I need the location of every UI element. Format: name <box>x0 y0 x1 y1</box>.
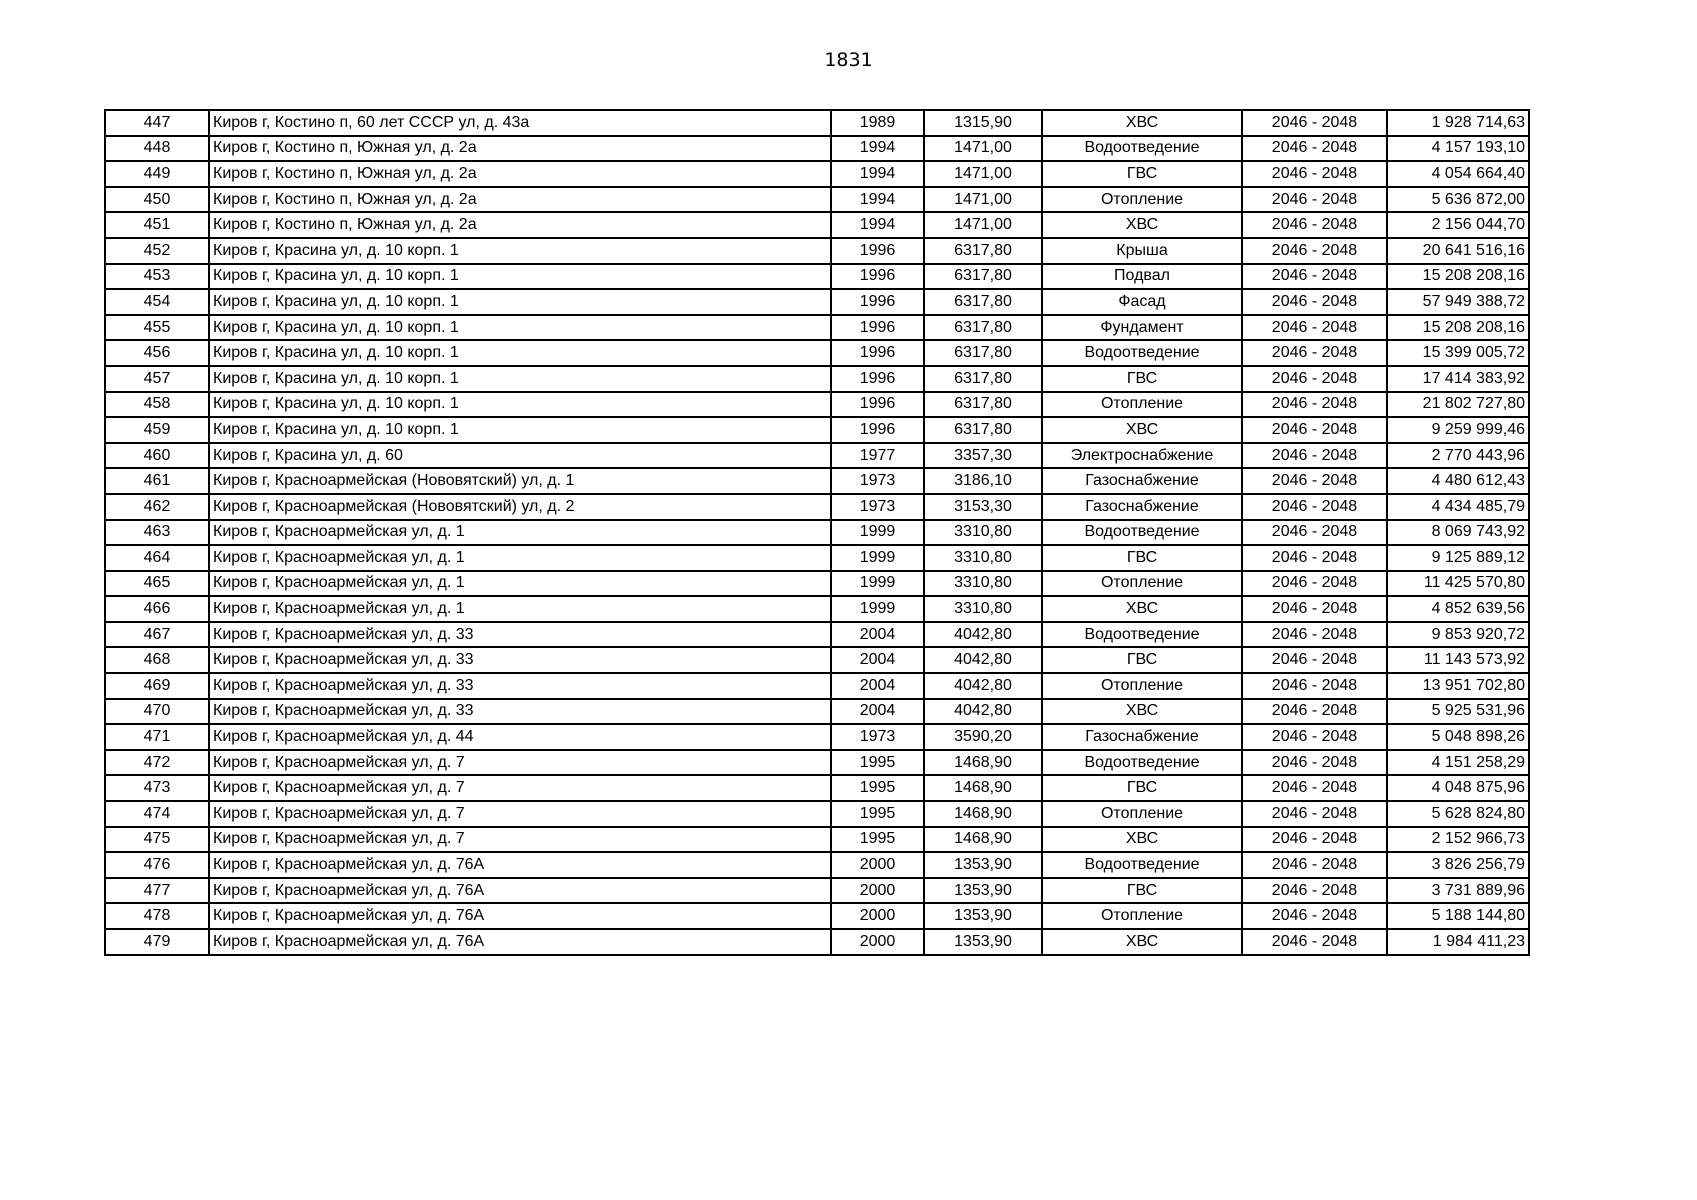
cost-cell: 5 628 824,80 <box>1387 801 1529 827</box>
cost-cell: 9 125 889,12 <box>1387 545 1529 571</box>
table-row <box>105 468 1529 494</box>
area-cell: 4042,80 <box>924 647 1042 673</box>
table-row <box>105 622 1529 648</box>
cost-cell: 1 928 714,63 <box>1387 110 1529 136</box>
area-cell: 1471,00 <box>924 187 1042 213</box>
page-number: 1831 <box>824 49 873 71</box>
year-cell: 1996 <box>831 264 924 290</box>
area-cell: 4042,80 <box>924 673 1042 699</box>
period-cell: 2046 - 2048 <box>1242 161 1387 187</box>
table-row <box>105 801 1529 827</box>
year-cell: 2004 <box>831 647 924 673</box>
address-cell: Киров г, Костино п, Южная ул, д. 2а <box>209 161 831 187</box>
row-number-cell: 453 <box>105 264 209 290</box>
row-number-cell: 468 <box>105 647 209 673</box>
year-cell: 1999 <box>831 520 924 546</box>
address-cell: Киров г, Красноармейская ул, д. 1 <box>209 520 831 546</box>
cost-cell: 5 925 531,96 <box>1387 699 1529 725</box>
area-cell: 1471,00 <box>924 161 1042 187</box>
work-type-cell: ГВС <box>1042 161 1242 187</box>
address-cell: Киров г, Красноармейская ул, д. 1 <box>209 545 831 571</box>
area-cell: 6317,80 <box>924 366 1042 392</box>
row-number-cell: 459 <box>105 417 209 443</box>
address-cell: Киров г, Красноармейская ул, д. 76А <box>209 903 831 929</box>
year-cell: 2000 <box>831 903 924 929</box>
work-type-cell: ГВС <box>1042 775 1242 801</box>
table-row <box>105 187 1529 213</box>
cost-cell: 4 480 612,43 <box>1387 468 1529 494</box>
area-cell: 3310,80 <box>924 571 1042 597</box>
work-type-cell: ГВС <box>1042 878 1242 904</box>
table-row <box>105 571 1529 597</box>
year-cell: 1994 <box>831 161 924 187</box>
cost-cell: 11 425 570,80 <box>1387 571 1529 597</box>
address-cell: Киров г, Красноармейская ул, д. 7 <box>209 801 831 827</box>
address-cell: Киров г, Красина ул, д. 10 корп. 1 <box>209 315 831 341</box>
row-number-cell: 477 <box>105 878 209 904</box>
area-cell: 1353,90 <box>924 852 1042 878</box>
area-cell: 1468,90 <box>924 775 1042 801</box>
work-type-cell: ГВС <box>1042 366 1242 392</box>
period-cell: 2046 - 2048 <box>1242 468 1387 494</box>
address-cell: Киров г, Красноармейская ул, д. 7 <box>209 750 831 776</box>
table-row <box>105 775 1529 801</box>
work-type-cell: Фасад <box>1042 289 1242 315</box>
area-cell: 1353,90 <box>924 878 1042 904</box>
work-type-cell: Водоотведение <box>1042 136 1242 162</box>
period-cell: 2046 - 2048 <box>1242 775 1387 801</box>
period-cell: 2046 - 2048 <box>1242 801 1387 827</box>
period-cell: 2046 - 2048 <box>1242 136 1387 162</box>
row-number-cell: 450 <box>105 187 209 213</box>
work-type-cell: ХВС <box>1042 699 1242 725</box>
year-cell: 1996 <box>831 417 924 443</box>
row-number-cell: 475 <box>105 827 209 853</box>
period-cell: 2046 - 2048 <box>1242 392 1387 418</box>
address-cell: Киров г, Костино п, Южная ул, д. 2а <box>209 136 831 162</box>
period-cell: 2046 - 2048 <box>1242 315 1387 341</box>
area-cell: 3310,80 <box>924 596 1042 622</box>
period-cell: 2046 - 2048 <box>1242 622 1387 648</box>
cost-cell: 4 151 258,29 <box>1387 750 1529 776</box>
work-type-cell: Водоотведение <box>1042 520 1242 546</box>
table-row <box>105 596 1529 622</box>
row-number-cell: 464 <box>105 545 209 571</box>
row-number-cell: 478 <box>105 903 209 929</box>
area-cell: 6317,80 <box>924 289 1042 315</box>
area-cell: 6317,80 <box>924 340 1042 366</box>
period-cell: 2046 - 2048 <box>1242 340 1387 366</box>
cost-cell: 15 208 208,16 <box>1387 264 1529 290</box>
address-cell: Киров г, Красноармейская (Нововятский) ул, д. 1 <box>209 468 831 494</box>
repair-schedule-table <box>104 109 1530 956</box>
work-type-cell: Отопление <box>1042 903 1242 929</box>
year-cell: 2000 <box>831 929 924 955</box>
row-number-cell: 449 <box>105 161 209 187</box>
cost-cell: 4 054 664,40 <box>1387 161 1529 187</box>
cost-cell: 2 152 966,73 <box>1387 827 1529 853</box>
period-cell: 2046 - 2048 <box>1242 417 1387 443</box>
row-number-cell: 455 <box>105 315 209 341</box>
work-type-cell: Водоотведение <box>1042 622 1242 648</box>
cost-cell: 4 048 875,96 <box>1387 775 1529 801</box>
area-cell: 6317,80 <box>924 238 1042 264</box>
period-cell: 2046 - 2048 <box>1242 929 1387 955</box>
cost-cell: 21 802 727,80 <box>1387 392 1529 418</box>
table-row <box>105 903 1529 929</box>
area-cell: 1471,00 <box>924 136 1042 162</box>
cost-cell: 15 208 208,16 <box>1387 315 1529 341</box>
work-type-cell: Отопление <box>1042 187 1242 213</box>
cost-cell: 17 414 383,92 <box>1387 366 1529 392</box>
table-row <box>105 724 1529 750</box>
table-row <box>105 443 1529 469</box>
year-cell: 1989 <box>831 110 924 136</box>
area-cell: 1353,90 <box>924 929 1042 955</box>
table-row <box>105 238 1529 264</box>
year-cell: 1996 <box>831 366 924 392</box>
year-cell: 1996 <box>831 289 924 315</box>
period-cell: 2046 - 2048 <box>1242 238 1387 264</box>
period-cell: 2046 - 2048 <box>1242 827 1387 853</box>
table-row <box>105 878 1529 904</box>
cost-cell: 1 984 411,23 <box>1387 929 1529 955</box>
year-cell: 1996 <box>831 392 924 418</box>
address-cell: Киров г, Красноармейская ул, д. 76А <box>209 929 831 955</box>
area-cell: 4042,80 <box>924 622 1042 648</box>
cost-cell: 8 069 743,92 <box>1387 520 1529 546</box>
table-row <box>105 110 1529 136</box>
cost-cell: 9 259 999,46 <box>1387 417 1529 443</box>
year-cell: 1996 <box>831 315 924 341</box>
year-cell: 1999 <box>831 571 924 597</box>
work-type-cell: Электроснабжение <box>1042 443 1242 469</box>
row-number-cell: 473 <box>105 775 209 801</box>
cost-cell: 11 143 573,92 <box>1387 647 1529 673</box>
address-cell: Киров г, Красина ул, д. 10 корп. 1 <box>209 289 831 315</box>
table-row <box>105 750 1529 776</box>
work-type-cell: ХВС <box>1042 110 1242 136</box>
cost-cell: 4 434 485,79 <box>1387 494 1529 520</box>
cost-cell: 2 156 044,70 <box>1387 212 1529 238</box>
table-row <box>105 827 1529 853</box>
period-cell: 2046 - 2048 <box>1242 366 1387 392</box>
period-cell: 2046 - 2048 <box>1242 647 1387 673</box>
cost-cell: 5 188 144,80 <box>1387 903 1529 929</box>
work-type-cell: ГВС <box>1042 647 1242 673</box>
work-type-cell: Водоотведение <box>1042 750 1242 776</box>
cost-cell: 20 641 516,16 <box>1387 238 1529 264</box>
row-number-cell: 467 <box>105 622 209 648</box>
area-cell: 1468,90 <box>924 827 1042 853</box>
address-cell: Киров г, Красноармейская ул, д. 1 <box>209 571 831 597</box>
year-cell: 1973 <box>831 724 924 750</box>
period-cell: 2046 - 2048 <box>1242 596 1387 622</box>
row-number-cell: 461 <box>105 468 209 494</box>
year-cell: 1977 <box>831 443 924 469</box>
table-row <box>105 699 1529 725</box>
period-cell: 2046 - 2048 <box>1242 264 1387 290</box>
area-cell: 6317,80 <box>924 315 1042 341</box>
year-cell: 1994 <box>831 136 924 162</box>
work-type-cell: ХВС <box>1042 596 1242 622</box>
work-type-cell: ХВС <box>1042 929 1242 955</box>
year-cell: 1994 <box>831 187 924 213</box>
year-cell: 1999 <box>831 545 924 571</box>
row-number-cell: 454 <box>105 289 209 315</box>
period-cell: 2046 - 2048 <box>1242 750 1387 776</box>
row-number-cell: 471 <box>105 724 209 750</box>
table-row <box>105 392 1529 418</box>
area-cell: 6317,80 <box>924 417 1042 443</box>
address-cell: Киров г, Красноармейская ул, д. 76А <box>209 878 831 904</box>
address-cell: Киров г, Красноармейская ул, д. 44 <box>209 724 831 750</box>
table-row <box>105 494 1529 520</box>
area-cell: 6317,80 <box>924 264 1042 290</box>
address-cell: Киров г, Красноармейская ул, д. 76А <box>209 852 831 878</box>
period-cell: 2046 - 2048 <box>1242 673 1387 699</box>
area-cell: 6317,80 <box>924 392 1042 418</box>
work-type-cell: Отопление <box>1042 392 1242 418</box>
area-cell: 1471,00 <box>924 212 1042 238</box>
cost-cell: 15 399 005,72 <box>1387 340 1529 366</box>
address-cell: Киров г, Красина ул, д. 60 <box>209 443 831 469</box>
address-cell: Киров г, Красноармейская ул, д. 33 <box>209 647 831 673</box>
cost-cell: 5 636 872,00 <box>1387 187 1529 213</box>
year-cell: 1999 <box>831 596 924 622</box>
year-cell: 1996 <box>831 238 924 264</box>
address-cell: Киров г, Красина ул, д. 10 корп. 1 <box>209 238 831 264</box>
period-cell: 2046 - 2048 <box>1242 520 1387 546</box>
work-type-cell: Отопление <box>1042 673 1242 699</box>
year-cell: 2004 <box>831 622 924 648</box>
table-row <box>105 852 1529 878</box>
row-number-cell: 472 <box>105 750 209 776</box>
work-type-cell: Водоотведение <box>1042 852 1242 878</box>
year-cell: 2004 <box>831 699 924 725</box>
row-number-cell: 474 <box>105 801 209 827</box>
area-cell: 3310,80 <box>924 520 1042 546</box>
area-cell: 3357,30 <box>924 443 1042 469</box>
cost-cell: 3 731 889,96 <box>1387 878 1529 904</box>
work-type-cell: ГВС <box>1042 545 1242 571</box>
address-cell: Киров г, Красноармейская ул, д. 1 <box>209 596 831 622</box>
period-cell: 2046 - 2048 <box>1242 903 1387 929</box>
address-cell: Киров г, Костино п, 60 лет СССР ул, д. 43а <box>209 110 831 136</box>
row-number-cell: 460 <box>105 443 209 469</box>
address-cell: Киров г, Красноармейская ул, д. 33 <box>209 673 831 699</box>
area-cell: 3310,80 <box>924 545 1042 571</box>
address-cell: Киров г, Красина ул, д. 10 корп. 1 <box>209 264 831 290</box>
table-row <box>105 161 1529 187</box>
row-number-cell: 479 <box>105 929 209 955</box>
period-cell: 2046 - 2048 <box>1242 443 1387 469</box>
address-cell: Киров г, Костино п, Южная ул, д. 2а <box>209 212 831 238</box>
row-number-cell: 470 <box>105 699 209 725</box>
row-number-cell: 448 <box>105 136 209 162</box>
cost-cell: 3 826 256,79 <box>1387 852 1529 878</box>
cost-cell: 2 770 443,96 <box>1387 443 1529 469</box>
row-number-cell: 451 <box>105 212 209 238</box>
work-type-cell: Отопление <box>1042 801 1242 827</box>
row-number-cell: 465 <box>105 571 209 597</box>
cost-cell: 9 853 920,72 <box>1387 622 1529 648</box>
period-cell: 2046 - 2048 <box>1242 545 1387 571</box>
table-row <box>105 315 1529 341</box>
area-cell: 1468,90 <box>924 750 1042 776</box>
address-cell: Киров г, Красина ул, д. 10 корп. 1 <box>209 340 831 366</box>
year-cell: 1995 <box>831 801 924 827</box>
row-number-cell: 457 <box>105 366 209 392</box>
work-type-cell: Отопление <box>1042 571 1242 597</box>
work-type-cell: Газоснабжение <box>1042 724 1242 750</box>
work-type-cell: Фундамент <box>1042 315 1242 341</box>
period-cell: 2046 - 2048 <box>1242 852 1387 878</box>
cost-cell: 5 048 898,26 <box>1387 724 1529 750</box>
cost-cell: 4 157 193,10 <box>1387 136 1529 162</box>
area-cell: 1315,90 <box>924 110 1042 136</box>
row-number-cell: 469 <box>105 673 209 699</box>
period-cell: 2046 - 2048 <box>1242 571 1387 597</box>
year-cell: 1995 <box>831 775 924 801</box>
work-type-cell: Подвал <box>1042 264 1242 290</box>
period-cell: 2046 - 2048 <box>1242 724 1387 750</box>
period-cell: 2046 - 2048 <box>1242 289 1387 315</box>
work-type-cell: ХВС <box>1042 827 1242 853</box>
table-body <box>105 110 1529 955</box>
address-cell: Киров г, Красина ул, д. 10 корп. 1 <box>209 417 831 443</box>
cost-cell: 13 951 702,80 <box>1387 673 1529 699</box>
cost-cell: 57 949 388,72 <box>1387 289 1529 315</box>
year-cell: 1973 <box>831 468 924 494</box>
area-cell: 3153,30 <box>924 494 1042 520</box>
table-row <box>105 212 1529 238</box>
area-cell: 1353,90 <box>924 903 1042 929</box>
work-type-cell: Газоснабжение <box>1042 468 1242 494</box>
period-cell: 2046 - 2048 <box>1242 699 1387 725</box>
work-type-cell: Водоотведение <box>1042 340 1242 366</box>
address-cell: Киров г, Красина ул, д. 10 корп. 1 <box>209 366 831 392</box>
table-row <box>105 289 1529 315</box>
period-cell: 2046 - 2048 <box>1242 110 1387 136</box>
address-cell: Киров г, Красноармейская ул, д. 7 <box>209 775 831 801</box>
year-cell: 1995 <box>831 750 924 776</box>
year-cell: 1973 <box>831 494 924 520</box>
address-cell: Киров г, Костино п, Южная ул, д. 2а <box>209 187 831 213</box>
area-cell: 1468,90 <box>924 801 1042 827</box>
work-type-cell: Газоснабжение <box>1042 494 1242 520</box>
year-cell: 1996 <box>831 340 924 366</box>
table-row <box>105 520 1529 546</box>
table-row <box>105 417 1529 443</box>
period-cell: 2046 - 2048 <box>1242 878 1387 904</box>
period-cell: 2046 - 2048 <box>1242 212 1387 238</box>
table-row <box>105 136 1529 162</box>
table-row <box>105 264 1529 290</box>
work-type-cell: ХВС <box>1042 212 1242 238</box>
row-number-cell: 463 <box>105 520 209 546</box>
period-cell: 2046 - 2048 <box>1242 187 1387 213</box>
area-cell: 4042,80 <box>924 699 1042 725</box>
row-number-cell: 452 <box>105 238 209 264</box>
table-row <box>105 366 1529 392</box>
year-cell: 1994 <box>831 212 924 238</box>
address-cell: Киров г, Красина ул, д. 10 корп. 1 <box>209 392 831 418</box>
table-row <box>105 545 1529 571</box>
year-cell: 1995 <box>831 827 924 853</box>
area-cell: 3590,20 <box>924 724 1042 750</box>
work-type-cell: Крыша <box>1042 238 1242 264</box>
year-cell: 2000 <box>831 878 924 904</box>
row-number-cell: 447 <box>105 110 209 136</box>
year-cell: 2000 <box>831 852 924 878</box>
table-row <box>105 647 1529 673</box>
table-row <box>105 929 1529 955</box>
row-number-cell: 462 <box>105 494 209 520</box>
work-type-cell: ХВС <box>1042 417 1242 443</box>
row-number-cell: 458 <box>105 392 209 418</box>
cost-cell: 4 852 639,56 <box>1387 596 1529 622</box>
address-cell: Киров г, Красноармейская (Нововятский) ул, д. 2 <box>209 494 831 520</box>
period-cell: 2046 - 2048 <box>1242 494 1387 520</box>
row-number-cell: 466 <box>105 596 209 622</box>
address-cell: Киров г, Красноармейская ул, д. 33 <box>209 699 831 725</box>
row-number-cell: 456 <box>105 340 209 366</box>
address-cell: Киров г, Красноармейская ул, д. 33 <box>209 622 831 648</box>
table-row <box>105 673 1529 699</box>
table-row <box>105 340 1529 366</box>
row-number-cell: 476 <box>105 852 209 878</box>
year-cell: 2004 <box>831 673 924 699</box>
area-cell: 3186,10 <box>924 468 1042 494</box>
address-cell: Киров г, Красноармейская ул, д. 7 <box>209 827 831 853</box>
